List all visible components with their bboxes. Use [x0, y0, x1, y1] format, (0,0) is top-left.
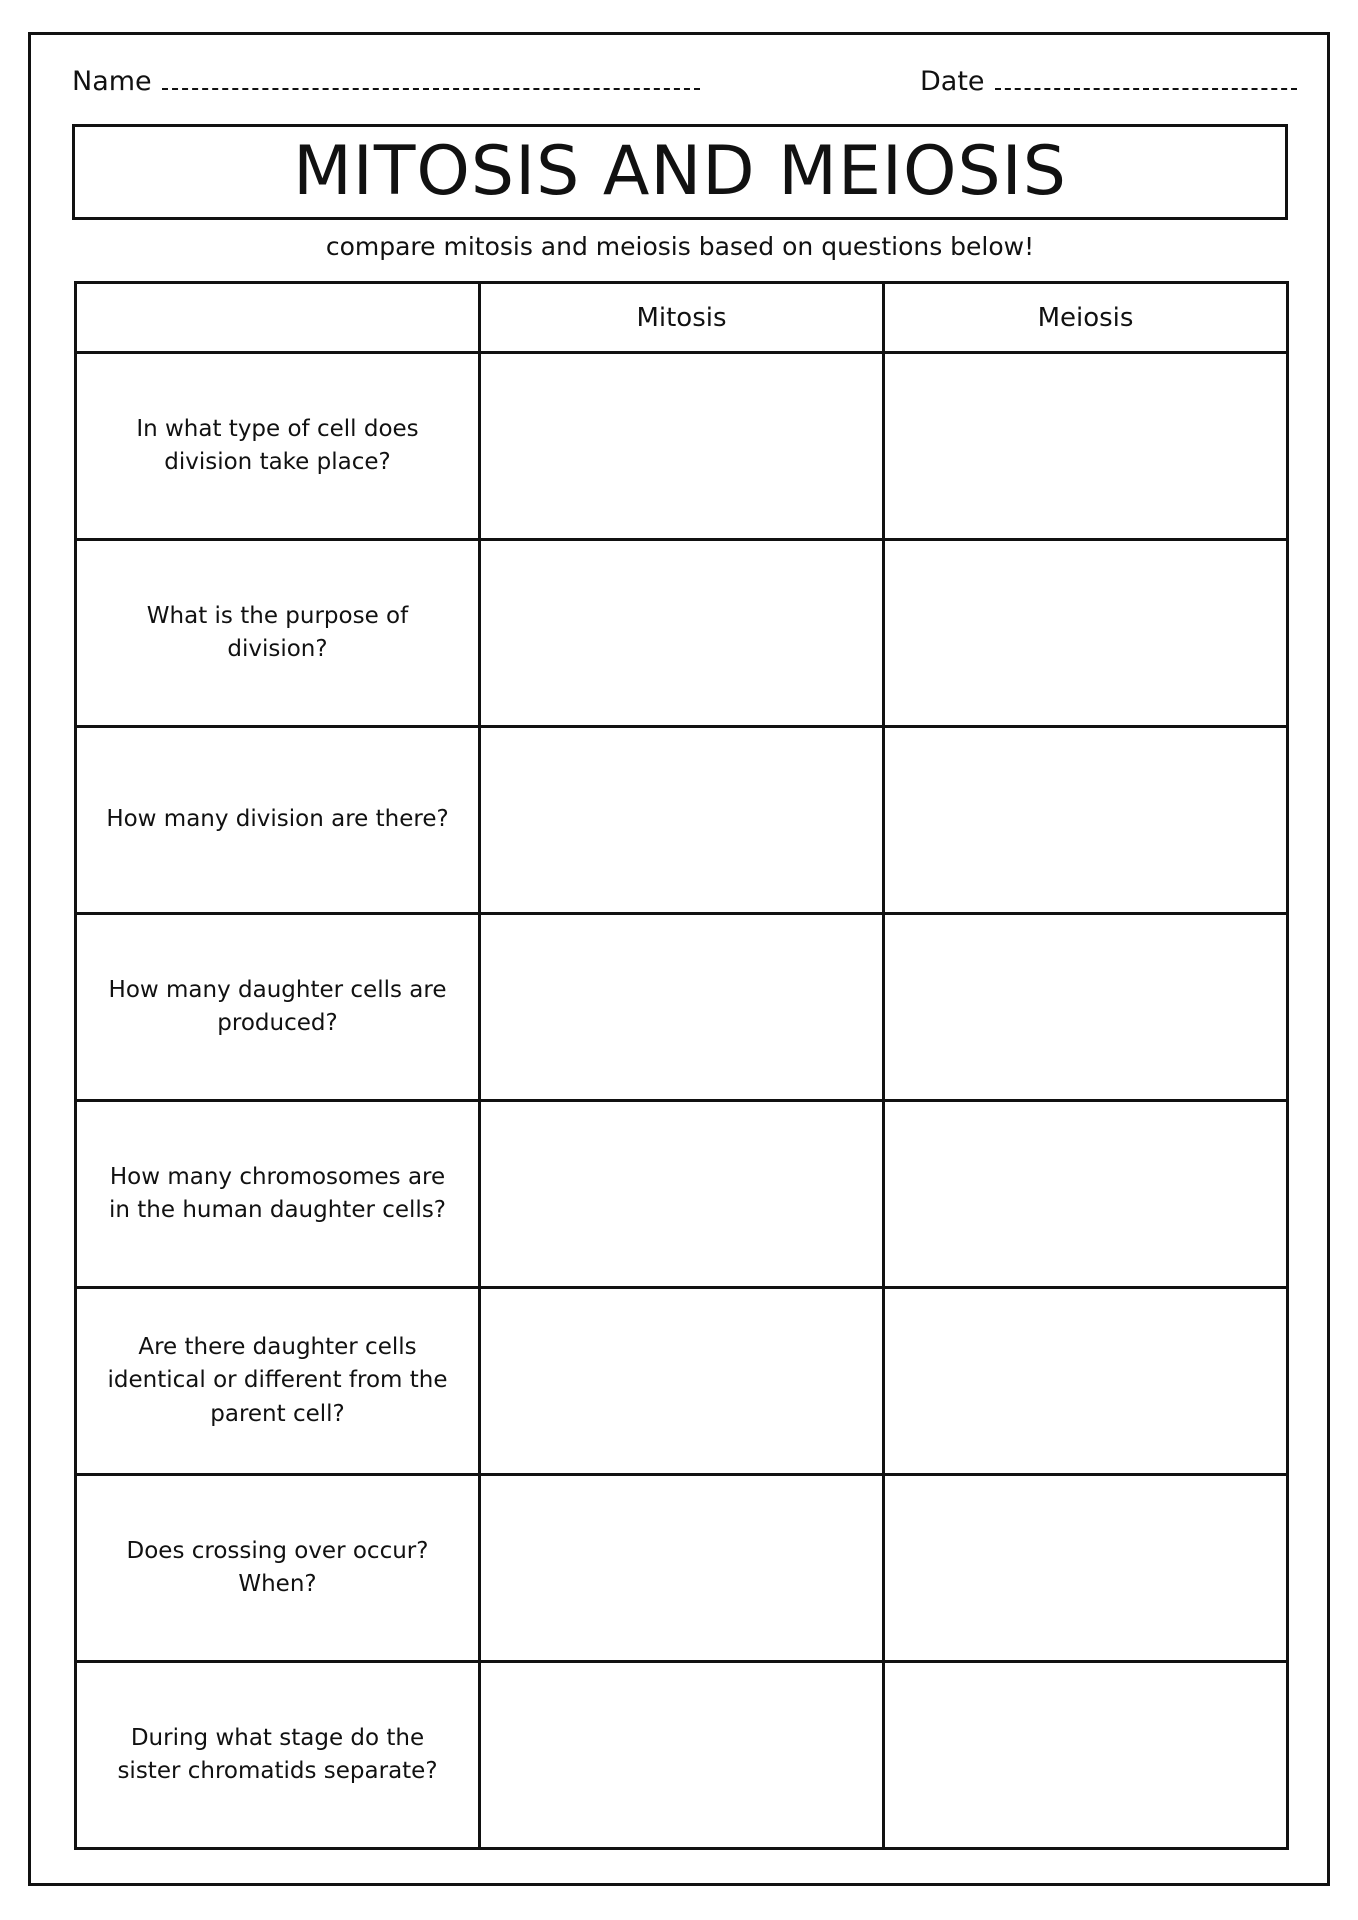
mitosis-answer-cell[interactable] — [480, 1101, 884, 1288]
table-row — [76, 540, 1288, 727]
meiosis-answer-cell[interactable] — [884, 353, 1288, 540]
question-cell: In what type of cell does division take place? — [76, 353, 480, 540]
question-cell: How many division are there? — [76, 727, 480, 914]
table-row — [76, 914, 1288, 1101]
name-label: Name — [72, 66, 152, 97]
meiosis-answer-cell[interactable] — [884, 1101, 1288, 1288]
question-cell: What is the purpose of division? — [76, 540, 480, 727]
date-field — [920, 66, 1297, 97]
header-mitosis: Mitosis — [480, 283, 884, 353]
mitosis-answer-cell[interactable] — [480, 540, 884, 727]
comparison-table — [74, 281, 1289, 1850]
header-blank-cell — [76, 283, 480, 353]
mitosis-answer-cell[interactable] — [480, 914, 884, 1101]
question-cell: How many chromosomes are in the human daughter cells? — [76, 1101, 480, 1288]
question-cell: Does crossing over occur? When? — [76, 1475, 480, 1662]
table-header-row — [76, 283, 1288, 353]
date-label: Date — [920, 66, 985, 97]
mitosis-answer-cell[interactable] — [480, 1662, 884, 1849]
date-blank-line[interactable] — [995, 66, 1297, 90]
question-cell: How many daughter cells are produced? — [76, 914, 480, 1101]
table-row — [76, 727, 1288, 914]
name-blank-line[interactable] — [162, 66, 700, 90]
meiosis-answer-cell[interactable] — [884, 914, 1288, 1101]
header-meiosis: Meiosis — [884, 283, 1288, 353]
table-row — [76, 1288, 1288, 1475]
meiosis-answer-cell[interactable] — [884, 1475, 1288, 1662]
meiosis-answer-cell[interactable] — [884, 1662, 1288, 1849]
meiosis-answer-cell[interactable] — [884, 1288, 1288, 1475]
page-title: MITOSIS AND MEIOSIS — [293, 132, 1067, 211]
mitosis-answer-cell[interactable] — [480, 1288, 884, 1475]
question-cell: During what stage do the sister chromatids separate? — [76, 1662, 480, 1849]
table-row — [76, 1475, 1288, 1662]
table-row — [76, 353, 1288, 540]
title-box — [72, 124, 1288, 220]
table-row — [76, 1101, 1288, 1288]
table-row — [76, 1662, 1288, 1849]
meiosis-answer-cell[interactable] — [884, 540, 1288, 727]
meiosis-answer-cell[interactable] — [884, 727, 1288, 914]
question-cell: Are there daughter cells identical or different from the parent cell? — [76, 1288, 480, 1475]
mitosis-answer-cell[interactable] — [480, 353, 884, 540]
instructions: compare mitosis and meiosis based on questions below! — [325, 232, 1035, 261]
mitosis-answer-cell[interactable] — [480, 727, 884, 914]
name-field — [72, 66, 700, 97]
mitosis-answer-cell[interactable] — [480, 1475, 884, 1662]
